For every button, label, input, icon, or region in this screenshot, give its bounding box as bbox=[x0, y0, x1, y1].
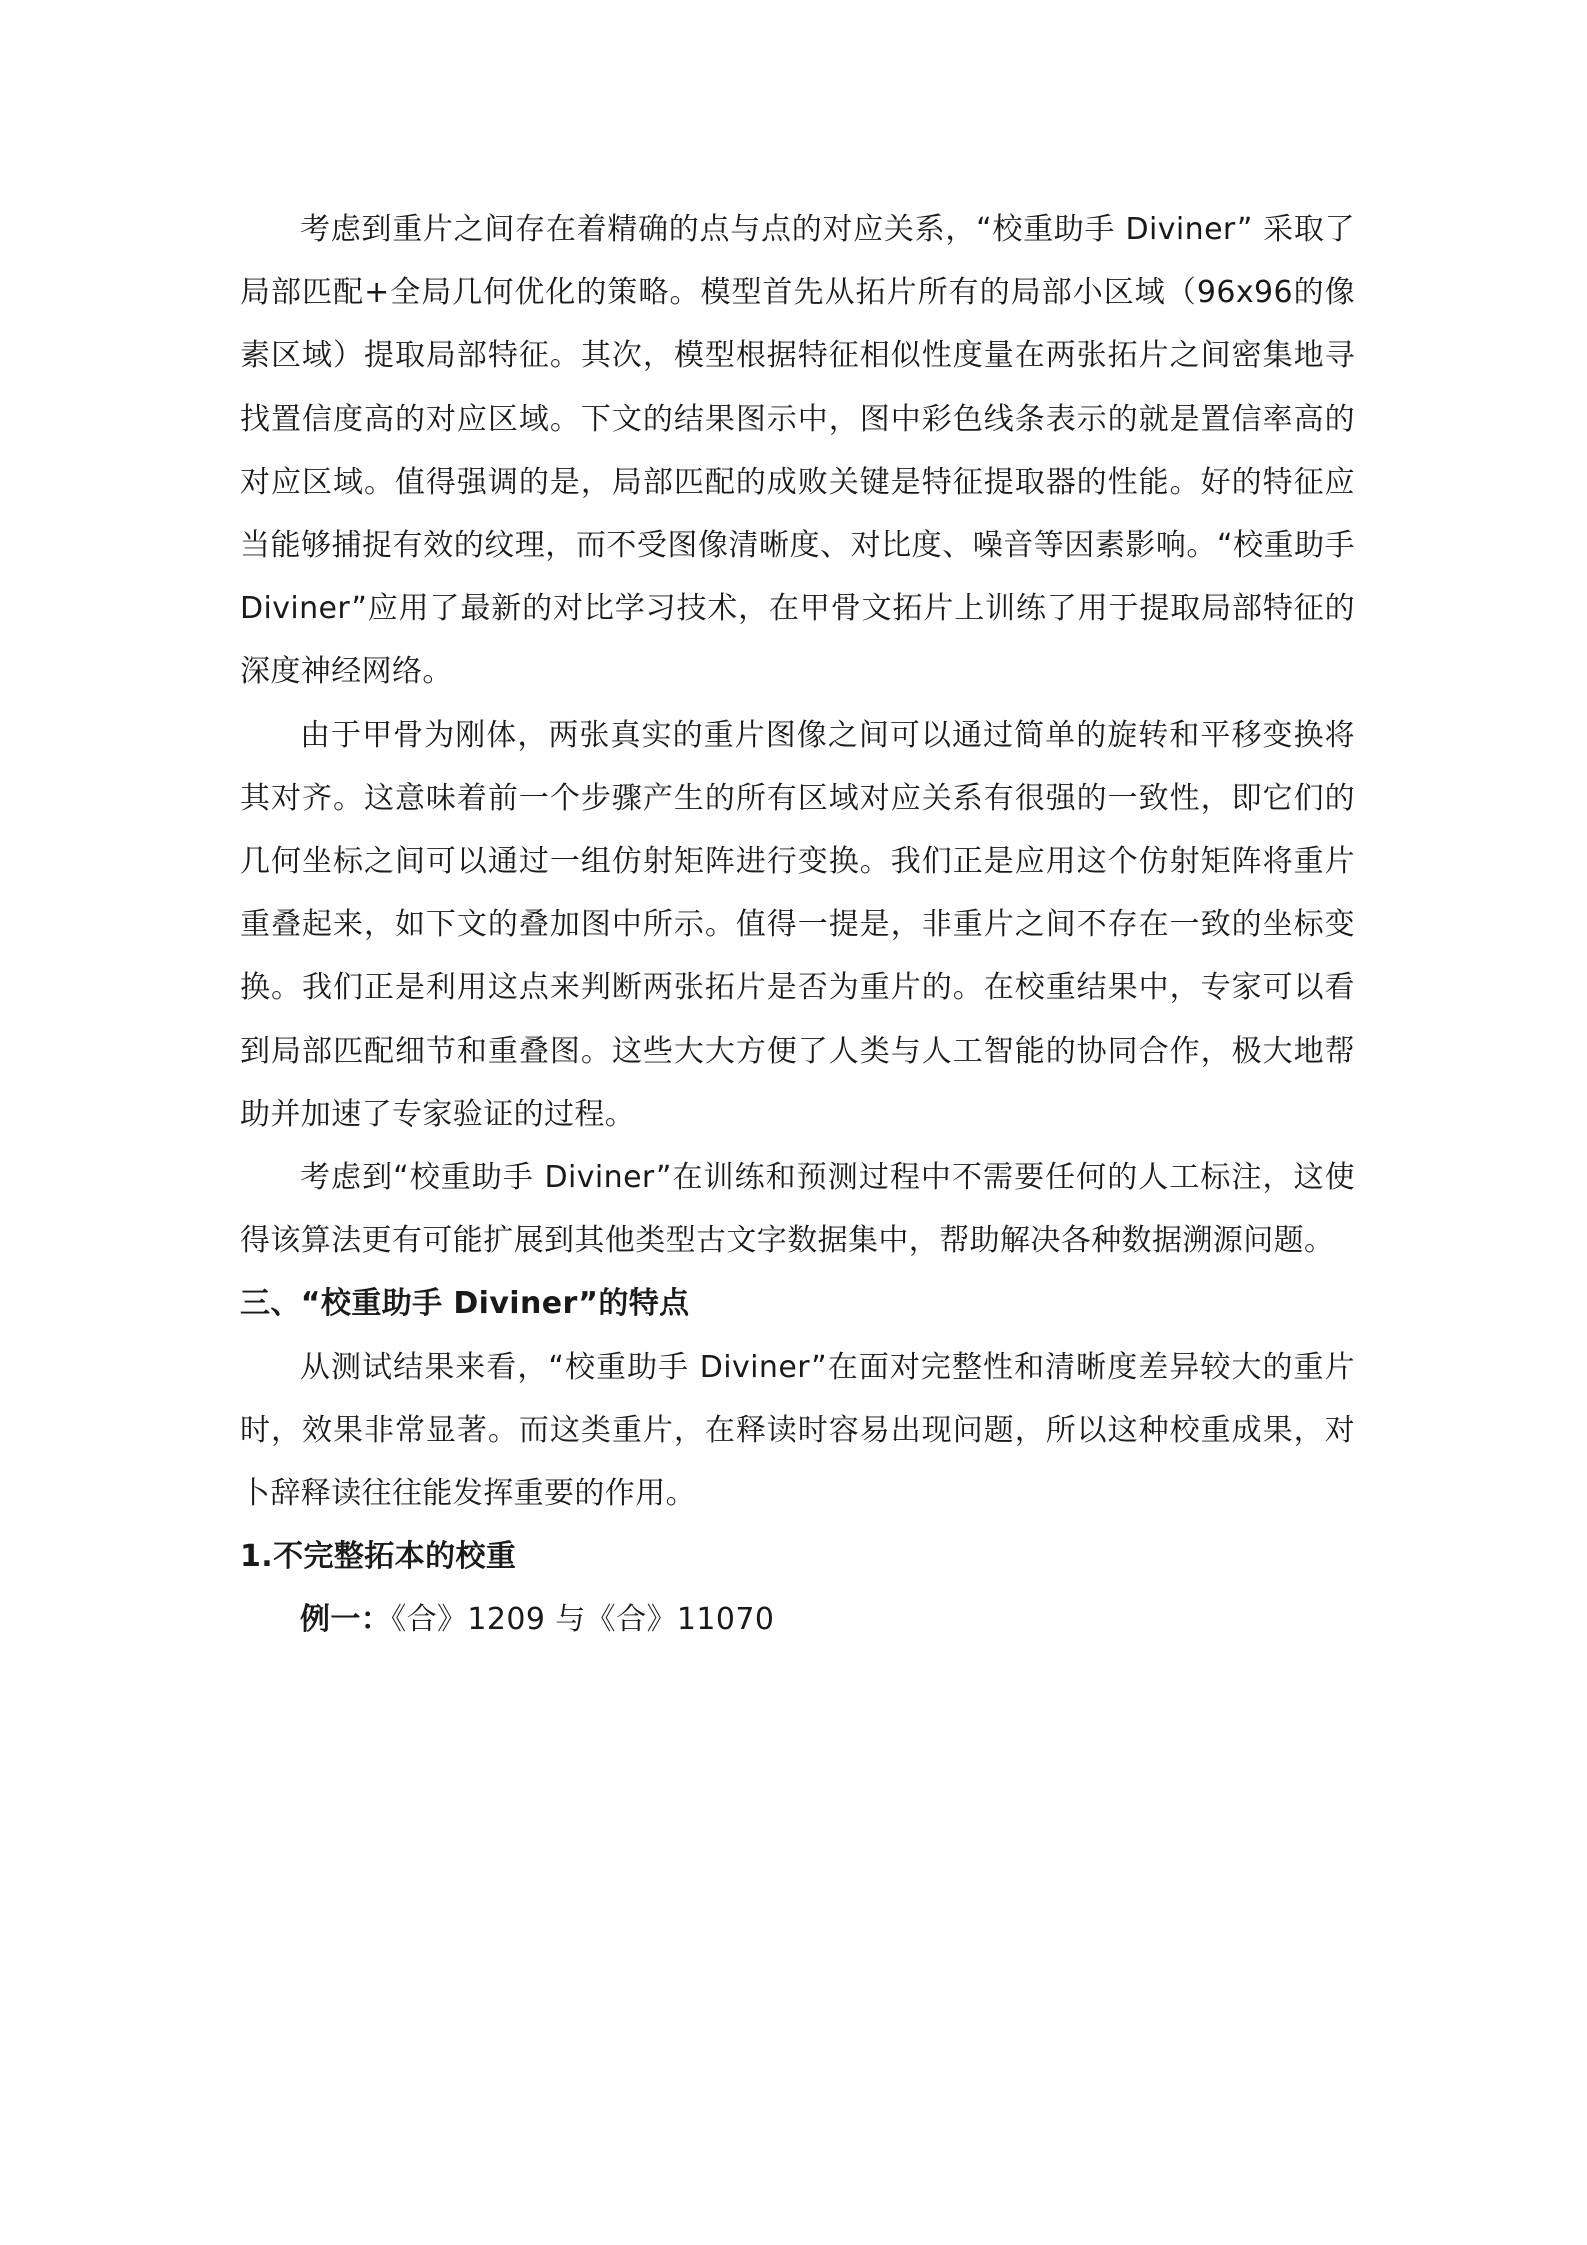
document-body bbox=[240, 198, 1355, 1652]
paragraph-rigid-alignment: 由于甲骨为刚体，两张真实的重片图像之间可以通过简单的旋转和平移变换将其对齐。这意味着前一个步骤产生的所有区域对应关系有很强的一致性，即它们的几何坐标之间可以通过一组仿射矩阵进行变换。我们正是应用这个仿射矩阵将重片重叠起来，如下文的叠加图中所示。值得一提是，非重片之间不存在一致的坐标变换。我们正是利用这点来判断两张拓片是否为重片的。在校重结果中，专家可以看到局部匹配细节和重叠图。这些大大方便了人类与人工智能的协同合作，极大地帮助并加速了专家验证的过程。 bbox=[240, 717, 1355, 1132]
paragraph-matching-strategy: 考虑到重片之间存在着精确的点与点的对应关系，“校重助手 Diviner” 采取了局部匹配+全局几何优化的策略。模型首先从拓片所有的局部小区域（96x96的像素区域）提取局部特征。其次，模型根据特征相似性度量在两张拓片之间密集地寻找置信度高的对应区域。下文的结果图示中，图中彩色线条表示的就是置信率高的对应区域。值得强调的是，局部匹配的成败关键是特征提取器的性能。好的特征应当能够捕捉有效的纹理，而不受图像清晰度、对比度、噪音等因素影响。“校重助手 Diviner”应用了最新的对比学习技术，在甲骨文拓片上训练了用于提取局部特征的深度神经网络。 bbox=[240, 212, 1355, 690]
example-line bbox=[240, 1588, 1355, 1651]
paragraph-no-annotation: 考虑到“校重助手 Diviner”在训练和预测过程中不需要任何的人工标注，这使得该算法更有可能扩展到其他类型古文字数据集中，帮助解决各种数据溯源问题。 bbox=[240, 1160, 1355, 1259]
subsection-heading: 1.不完整拓本的校重 bbox=[240, 1539, 517, 1575]
example-text: 《合》1209 与《合》11070 bbox=[391, 1602, 775, 1638]
section-heading: 三、“校重助手 Diviner”的特点 bbox=[240, 1286, 690, 1322]
example-label: 例一： bbox=[300, 1602, 392, 1638]
paragraph-test-results: 从测试结果来看，“校重助手 Diviner”在面对完整性和清晰度差异较大的重片时，效果非常显著。而这类重片，在释读时容易出现问题，所以这种校重成果，对卜辞释读往往能发挥重要的作用。 bbox=[240, 1349, 1355, 1512]
